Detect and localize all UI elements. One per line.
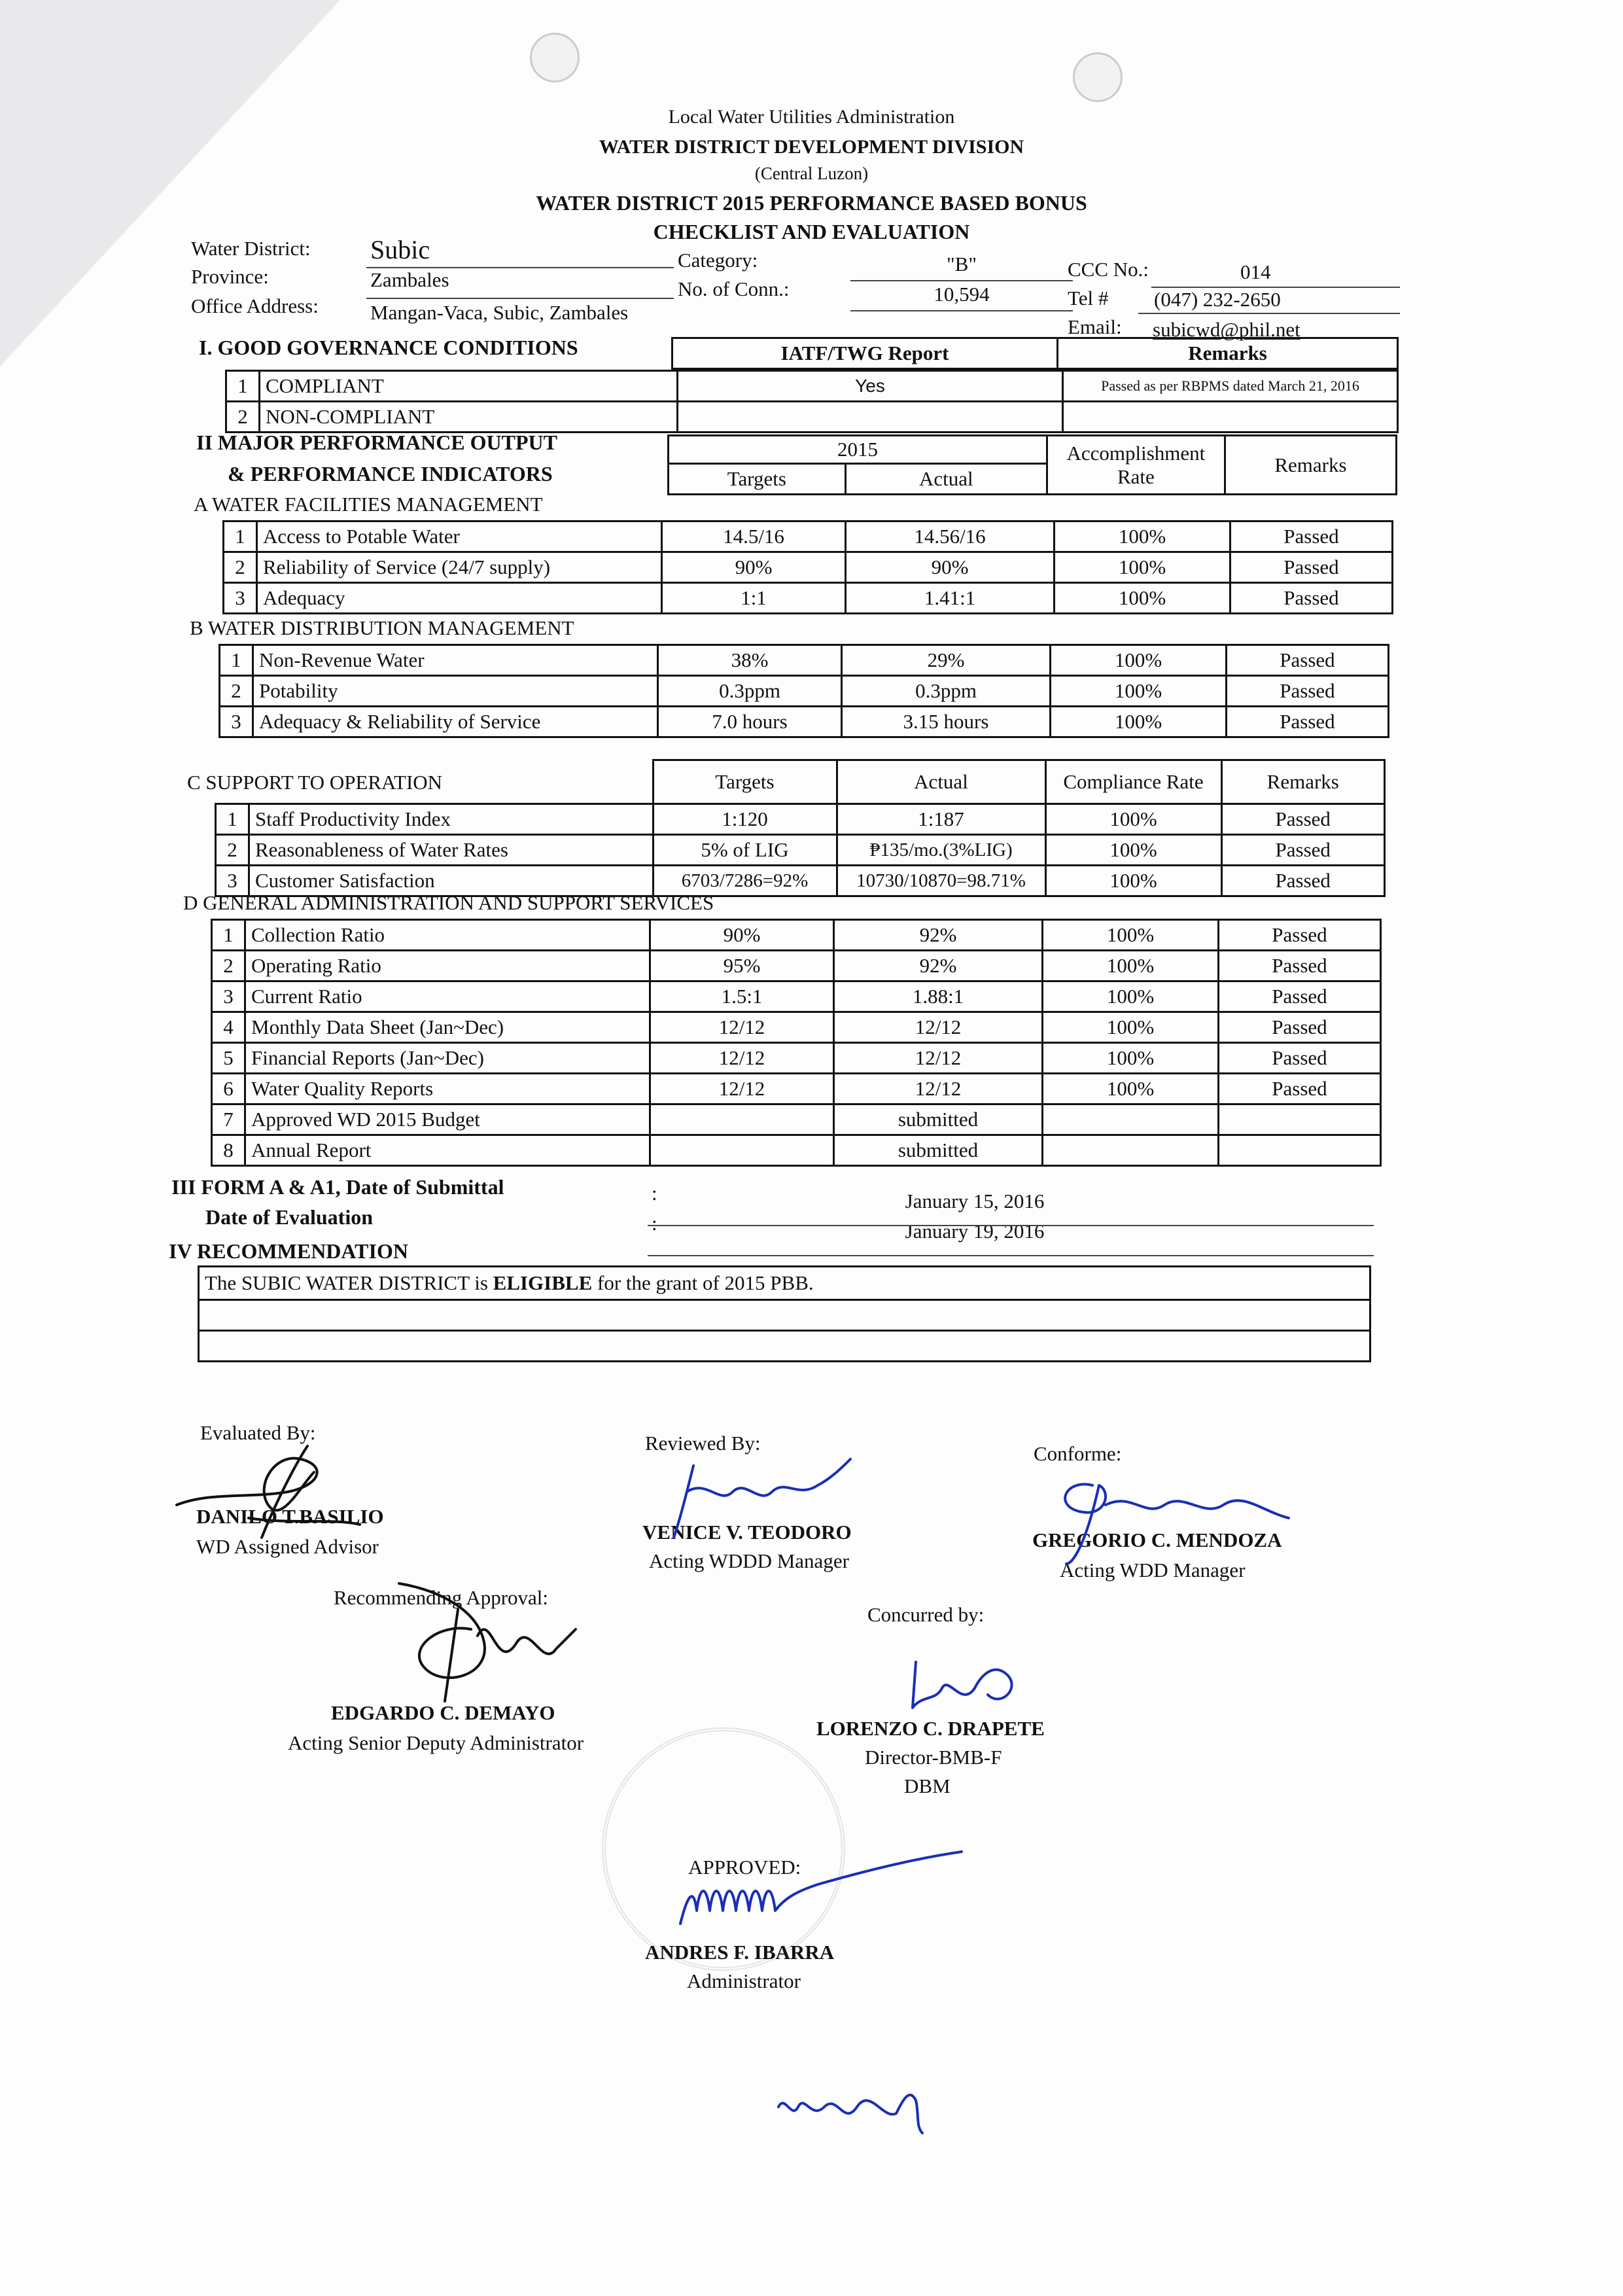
iatf-report-value: Yes [678, 371, 1063, 402]
row-label: Annual Report [245, 1135, 650, 1166]
rate-value: 100% [1051, 645, 1227, 676]
actual-value: 12/12 [834, 1012, 1043, 1043]
row-label: Reliability of Service (24/7 supply) [257, 552, 662, 583]
office-address-value: Mangan-Vaca, Subic, Zambales [370, 301, 629, 324]
conn-label: No. of Conn.: [678, 277, 790, 300]
punch-hole-right [1073, 52, 1123, 102]
section-b-heading: B WATER DISTRIBUTION MANAGEMENT [190, 616, 574, 639]
target-value: 38% [658, 645, 842, 676]
major-heading-1: II MAJOR PERFORMANCE OUTPUT [196, 431, 557, 454]
col-major-remarks: Remarks [1225, 436, 1396, 495]
actual-value: 12/12 [834, 1043, 1043, 1074]
initials-mark [772, 2081, 942, 2140]
col-c-compliance-rate: Compliance Rate [1045, 760, 1221, 804]
target-value: 5% of LIG [653, 835, 837, 866]
table-row [212, 1135, 1381, 1166]
col-accomplishment-rate: Accomplishment Rate [1047, 436, 1225, 495]
province-label: Province: [191, 265, 269, 288]
section-a-heading: A WATER FACILITIES MANAGEMENT [194, 493, 543, 516]
submittal-date: January 15, 2016 [905, 1190, 1045, 1212]
actual-value: 0.3ppm [842, 676, 1051, 707]
col-gov-remarks: Remarks [1058, 338, 1398, 369]
row-label: Reasonableness of Water Rates [249, 835, 654, 866]
remarks-value: Passed [1221, 866, 1385, 896]
approver-title: Administrator [687, 1969, 801, 1992]
row-number: 3 [224, 583, 257, 614]
col-targets: Targets [669, 464, 846, 495]
row-number: 1 [220, 645, 253, 676]
target-value: 1.5:1 [650, 981, 834, 1012]
remarks-value: Passed [1219, 1043, 1381, 1074]
email-value: subicwd@phil.net [1153, 318, 1300, 341]
remarks-value: Passed [1227, 707, 1389, 737]
conforme-title: Acting WDD Manager [1060, 1559, 1246, 1581]
conforme-label: Conforme: [1034, 1442, 1122, 1465]
evaluator-name: DANILO T.BASILIO [196, 1505, 384, 1528]
actual-value: 1.88:1 [834, 981, 1043, 1012]
eval-date-label: Date of Evaluation [205, 1205, 373, 1229]
rate-value: 100% [1051, 676, 1227, 707]
remarks-value: Passed [1230, 521, 1393, 552]
table-row [212, 1043, 1381, 1074]
reviewer-signature [661, 1453, 857, 1544]
table-row [216, 835, 1385, 866]
water-district-label: Water District: [191, 237, 311, 260]
water-district-value: Subic [370, 235, 430, 264]
row-number: 4 [212, 1012, 245, 1043]
target-value: 1:1 [662, 583, 846, 614]
province-value: Zambales [370, 268, 449, 291]
governance-table [225, 370, 1399, 433]
row-label: NON-COMPLIANT [260, 402, 678, 433]
row-label: Operating Ratio [245, 951, 650, 981]
section-d-heading: D GENERAL ADMINISTRATION AND SUPPORT SERVICES [183, 891, 714, 914]
rate-value: 100% [1045, 835, 1221, 866]
remarks-value: Passed [1230, 583, 1393, 614]
row-label: Potability [253, 676, 658, 707]
actual-value: submitted [834, 1135, 1043, 1166]
recommendation-heading: IV RECOMMENDATION [169, 1239, 408, 1263]
row-label: Access to Potable Water [257, 521, 662, 552]
gov-remarks-value: Passed as per RBPMS dated March 21, 2016 [1063, 371, 1398, 402]
remarks-value: Passed [1230, 552, 1393, 583]
rate-value: 100% [1043, 951, 1219, 981]
remarks-value: Passed [1221, 835, 1385, 866]
row-number: 6 [212, 1074, 245, 1104]
actual-value: 1:187 [837, 804, 1045, 835]
actual-value: 92% [834, 920, 1043, 951]
ccc-value: 014 [1240, 260, 1271, 283]
target-value: 0.3ppm [658, 676, 842, 707]
approved-label: APPROVED: [688, 1856, 801, 1879]
division-name: WATER DISTRICT DEVELOPMENT DIVISION [599, 136, 1024, 158]
section-c-heading: C SUPPORT TO OPERATION [187, 771, 443, 794]
section-b-table [218, 644, 1389, 738]
table-row [224, 583, 1393, 614]
actual-value: submitted [834, 1104, 1043, 1135]
target-value: 95% [650, 951, 834, 981]
table-row [226, 371, 1398, 402]
row-label: COMPLIANT [260, 371, 678, 402]
target-value: 90% [650, 920, 834, 951]
concurred-label: Concurred by: [867, 1603, 985, 1626]
row-label: Non-Revenue Water [253, 645, 658, 676]
table-row [220, 707, 1389, 737]
major-heading-2: & PERFORMANCE INDICATORS [228, 462, 553, 486]
remarks-value: Passed [1219, 1074, 1381, 1104]
ccc-label: CCC No.: [1068, 258, 1149, 281]
col-iatf-report: IATF/TWG Report [672, 338, 1058, 369]
target-value: 12/12 [650, 1012, 834, 1043]
row-label: Adequacy & Reliability of Service [253, 707, 658, 737]
table-row [224, 521, 1393, 552]
form-title: WATER DISTRICT 2015 PERFORMANCE BASED BONUS [536, 191, 1087, 215]
target-value [650, 1104, 834, 1135]
conforme-name: GREGORIO C. MENDOZA [1032, 1528, 1282, 1551]
col-actual: Actual [845, 464, 1047, 495]
approver-name: ANDRES F. IBARRA [645, 1941, 835, 1964]
target-value: 7.0 hours [658, 707, 842, 737]
table-row [216, 804, 1385, 835]
rate-value: 100% [1043, 920, 1219, 951]
evaluator-title: WD Assigned Advisor [196, 1535, 379, 1558]
iatf-report-value [678, 402, 1063, 433]
row-label: Customer Satisfaction [249, 866, 654, 896]
gov-remarks-value [1063, 402, 1398, 433]
row-label: Staff Productivity Index [249, 804, 654, 835]
row-label: Current Ratio [245, 981, 650, 1012]
agency-name: Local Water Utilities Administration [668, 106, 955, 128]
rate-value [1043, 1135, 1219, 1166]
rate-value: 100% [1055, 552, 1230, 583]
row-number: 3 [216, 866, 249, 896]
target-value: 1:120 [653, 804, 837, 835]
table-row [226, 402, 1398, 433]
rate-value: 100% [1045, 866, 1221, 896]
governance-heading: I. GOOD GOVERNANCE CONDITIONS [199, 336, 578, 359]
conn-value: 10,594 [934, 283, 990, 306]
recommending-signature [386, 1570, 582, 1714]
actual-value: 90% [846, 552, 1055, 583]
actual-value: 12/12 [834, 1074, 1043, 1104]
table-row [212, 951, 1381, 981]
form-subtitle: CHECKLIST AND EVALUATION [653, 220, 970, 243]
tel-label: Tel # [1068, 287, 1109, 309]
approver-signature [667, 1845, 968, 1937]
row-label: Financial Reports (Jan~Dec) [245, 1043, 650, 1074]
reviewer-title: Acting WDDD Manager [649, 1549, 849, 1572]
target-value: 90% [662, 552, 846, 583]
actual-value: ₱135/mo.(3%LIG) [837, 835, 1045, 866]
table-row [224, 552, 1393, 583]
target-value: 12/12 [650, 1043, 834, 1074]
remarks-value: Passed [1219, 981, 1381, 1012]
row-label: Water Quality Reports [245, 1074, 650, 1104]
actual-value: 1.41:1 [846, 583, 1055, 614]
target-value: 14.5/16 [662, 521, 846, 552]
table-row [220, 676, 1389, 707]
section-c-table [215, 759, 1386, 897]
rate-value: 100% [1043, 1043, 1219, 1074]
region: (Central Luzon) [754, 164, 869, 183]
target-value: 6703/7286=92% [653, 866, 837, 896]
section-a-table [222, 520, 1393, 614]
colon: : [652, 1182, 657, 1205]
form-heading: III FORM A & A1, Date of Submittal [171, 1175, 504, 1199]
recommendation-table [198, 1265, 1371, 1362]
remarks-value: Passed [1221, 804, 1385, 835]
category-label: Category: [678, 249, 758, 272]
rate-value: 100% [1043, 981, 1219, 1012]
row-number: 2 [226, 402, 260, 433]
tel-value: (047) 232-2650 [1154, 288, 1281, 311]
col-c-remarks: Remarks [1221, 760, 1385, 804]
email-label: Email: [1068, 315, 1122, 338]
row-number: 8 [212, 1135, 245, 1166]
recommending-name: EDGARDO C. DEMAYO [331, 1701, 555, 1724]
row-number: 2 [224, 552, 257, 583]
row-number: 5 [212, 1043, 245, 1074]
col-c-actual: Actual [837, 760, 1045, 804]
section-d-table [211, 919, 1382, 1167]
reviewed-by-label: Reviewed By: [645, 1432, 761, 1455]
remarks-value: Passed [1219, 1012, 1381, 1043]
evaluated-by-label: Evaluated By: [200, 1421, 316, 1444]
recommending-label: Recommending Approval: [334, 1586, 549, 1609]
rate-value: 100% [1051, 707, 1227, 737]
rate-value: 100% [1043, 1074, 1219, 1104]
remarks-value: Passed [1227, 645, 1389, 676]
reviewer-name: VENICE V. TEODORO [642, 1521, 852, 1544]
row-number: 3 [212, 981, 245, 1012]
table-row [220, 645, 1389, 676]
rate-value: 100% [1043, 1012, 1219, 1043]
table-row [212, 981, 1381, 1012]
actual-value: 92% [834, 951, 1043, 981]
evaluator-signature [170, 1426, 366, 1577]
row-number: 2 [212, 951, 245, 981]
table-row [212, 1012, 1381, 1043]
concurred-name: LORENZO C. DRAPETE [816, 1717, 1045, 1740]
actual-value: 10730/10870=98.71% [837, 866, 1045, 896]
major-header-table [667, 434, 1397, 495]
row-number: 2 [220, 676, 253, 707]
row-number: 1 [216, 804, 249, 835]
concurred-title: Director-BMB-F [865, 1746, 1002, 1769]
table-row [212, 1074, 1381, 1104]
row-number: 2 [216, 835, 249, 866]
governance-header-table [671, 337, 1399, 370]
row-label: Collection Ratio [245, 920, 650, 951]
rate-value: 100% [1055, 521, 1230, 552]
conforme-signature [1040, 1466, 1302, 1570]
row-number: 7 [212, 1104, 245, 1135]
rate-value: 100% [1055, 583, 1230, 614]
evaluation-date: January 19, 2016 [905, 1220, 1045, 1243]
row-label: Monthly Data Sheet (Jan~Dec) [245, 1012, 650, 1043]
remarks-value: Passed [1227, 676, 1389, 707]
table-row [212, 920, 1381, 951]
row-number: 1 [212, 920, 245, 951]
target-value: 12/12 [650, 1074, 834, 1104]
target-value [650, 1135, 834, 1166]
table-row [212, 1104, 1381, 1135]
punch-hole-left [530, 33, 580, 82]
remarks-value [1219, 1104, 1381, 1135]
recommending-title: Acting Senior Deputy Administrator [288, 1731, 584, 1754]
concurred-signature [903, 1655, 1034, 1727]
rate-value: 100% [1045, 804, 1221, 835]
row-number: 1 [226, 371, 260, 402]
remarks-value: Passed [1219, 951, 1381, 981]
actual-value: 14.56/16 [846, 521, 1055, 552]
row-number: 3 [220, 707, 253, 737]
actual-value: 3.15 hours [842, 707, 1051, 737]
office-address-label: Office Address: [191, 294, 319, 317]
row-label: Adequacy [257, 583, 662, 614]
col-c-targets: Targets [653, 760, 837, 804]
actual-value: 29% [842, 645, 1051, 676]
remarks-value [1219, 1135, 1381, 1166]
rate-value [1043, 1104, 1219, 1135]
row-label: Approved WD 2015 Budget [245, 1104, 650, 1135]
recommendation-text: The SUBIC WATER DISTRICT is ELIGIBLE for the grant of 2015 PBB. [199, 1267, 1370, 1300]
remarks-value: Passed [1219, 920, 1381, 951]
row-number: 1 [224, 521, 257, 552]
concurred-org: DBM [904, 1775, 951, 1797]
year-header: 2015 [669, 436, 1047, 464]
colon: : [652, 1212, 657, 1235]
category-value: "B" [947, 253, 977, 275]
